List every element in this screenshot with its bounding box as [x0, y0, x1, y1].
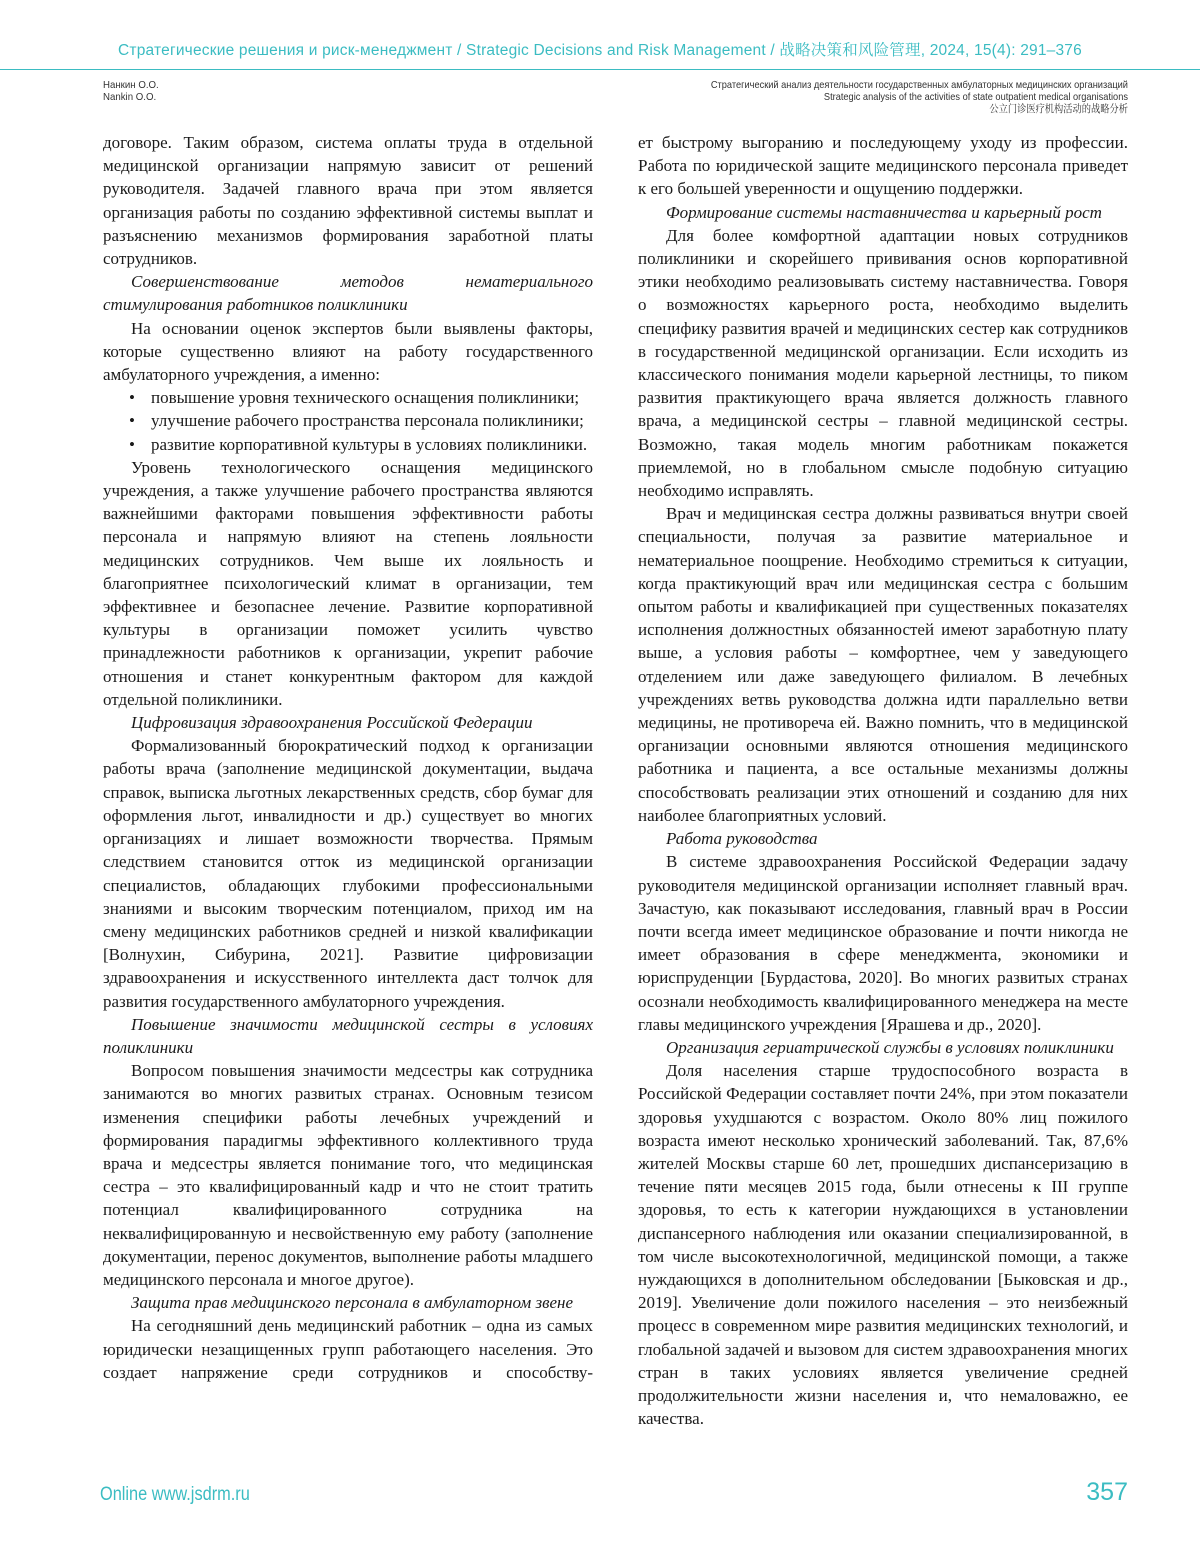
section-heading: Совершенствование методов нематериального стимулирования работников поликлиники — [103, 272, 593, 315]
paragraph: В системе здравоохранения Российской Федерации задачу руководителя медицинской организации исполняет главный врач. Зачастую, как показывают исследования, главный врач в России почти всегда имеет медицинское образование и почти никогда не имеет образования в сфере менеджмента, экономики и юриспруденции [Бурдастова, 2020]. Во многих развитых странах осознали необходимость квалифицированного менеджера на месте главы медицинского учреждения [Ярашева и др., 2020]. — [638, 852, 1128, 1034]
running-title-en: Strategic analysis of the activities of state outpatient medical organisations — [823, 91, 1128, 103]
paragraph: Формализованный бюрократический подход к организации работы врача (заполнение медицинской документации, выдача справок, выписка льготных лекарственных средств, сбор бумаг для оформления льгот, инвалидности и др.) существует во многих организациях и лишает возможности творчества. Прямым следствием становится отток из медицинской организации специалистов, обладающих глубокими профессиональными знаниями и высоким творческим потенциалом, приход им на смену медицинских работников средней и низкой квалификации [Волнухин, Сибурина, 2021]. Развитие цифровизации здравоохранения и искусственного интеллекта даст толчок для развития государственного амбулаторного учреждения. — [103, 736, 593, 1011]
header-rule — [0, 69, 1200, 70]
paragraph: Врач и медицинская сестра должны развиваться внутри своей специальности, получая за развитие материальное и нематериальное поощрение. Необходимо стремиться к ситуации, когда практикующий врач или медицинская сестра с большим опытом работы и квалификацией при существенных показателях исполнения должностных обязанностей имеют заработную плату выше, а условия работы – комфортнее, чем у заведующего отделением или даже заведующего филиалом. В лечебных учреждениях ветвь руководства должна идти параллельно ветви медицины, не противореча ей. Важно помнить, что в медицинской организации основными являются отношения медицинского работника и пациента, а все остальные механизмы должны способствовать реализации этих отношений и созданию для них наиболее благоприятных условий. — [638, 504, 1128, 825]
bullet-list — [103, 386, 593, 456]
journal-header: Стратегические решения и риск-менеджмент / Strategic Decisions and Risk Management / 战略决策和风险管理, 2024, 15(4): 291–376 — [118, 42, 1082, 59]
paragraph: На сегодняшний день медицинский работник – одна из самых юридически незащищенных групп работающего населения. Это создает напряжение среди сотрудников и способству- — [103, 1316, 593, 1382]
footer-website-link[interactable]: Online www.jsdrm.ru — [100, 1484, 250, 1505]
section-heading: Организация гериатрической службы в условиях поликлиники — [666, 1037, 1114, 1057]
paragraph: Для более комфортной адаптации новых сотрудников поликлиники и скорейшего прививания основ корпоративной этики необходимо реализовывать систему наставничества. Говоря о возможностях карьерного роста, необходимо выделить специфику развития врачей и медицинских сестер как сотрудников в государственной медицинской организации. Если исходить из классического понимания модели карьерной лестницы, то пиком развития практикующего врача является должность главного врача, а медицинской сестры – главной медицинской сестры. Возможно, такая модель многим работникам покажется приемлемой, но в глобальном смысле подобную ситуацию необходимо исправлять. — [638, 225, 1128, 501]
author-ru: Нанкин О.О. — [103, 79, 159, 91]
section-heading: Формирование системы наставничества и карьерный рост — [666, 202, 1102, 222]
bullet-item: • развитие корпоративной культуры в условиях поликлиники. — [103, 433, 593, 456]
running-title-zh: 公立门诊医疗机构活动的战略分析 — [989, 103, 1128, 115]
paragraph: Вопросом повышения значимости медсестры как сотрудника занимаются во многих развитых странах. Основным тезисом изменения специфики работы лечебных учреждений и формирования парадигмы эффективного коллективного труда врача и медсестры является понимание того, что медицинская сестра – это квалифицированный кадр и что не стоит тратить потенциал квалифицированного сотрудника на неквалифицированную и несвойственную ему работу (заполнение документации, перенос документов, выполнение работы младшего медицинского персонала и многое другое). — [103, 1061, 593, 1289]
page-number: 357 — [1086, 1478, 1128, 1506]
section-heading: Цифровизация здравоохранения Российской Федерации — [131, 713, 533, 733]
author-en: Nankin O.O. — [103, 91, 157, 103]
running-title — [654, 79, 1128, 115]
section-heading: Защита прав медицинского персонала в амбулаторном звене — [131, 1293, 574, 1313]
paragraph: Доля населения старше трудоспособного возраста в Российской Федерации составляет почти 24%, при этом показатели здоровья ухудшаются с возрастом. Около 80% лиц пожилого возраста имеют несколько хронический заболеваний. Так, 87,6% жителей Москвы старше 60 лет, прошедших диспансеризацию в течение пяти месяцев 2015 года, были отнесены к III группе здоровья, то есть к категории нуждающихся в установлении диспансерного наблюдения или оказании специализированной, в том числе высокотехнологичной, медицинской помощи, а также нуждающихся в дополнительном обследовании [Быковская и др., 2019]. Увеличение доли пожилого населения – это неизбежный процесс в современном мире развития медицинских технологий, и глобальной задачей и вызовом для систем здравоохранения многих стран в таких условиях является увеличение средней продолжительности жизни населения и, что немаловажно, ее качества. — [638, 1061, 1128, 1429]
running-title-ru: Стратегический анализ деятельности государственных амбулаторных медицинских организаций — [710, 79, 1128, 91]
paragraph: На основании оценок экспертов были выявлены факторы, которые существенно влияют на работу государственного амбулаторного учреждения, а именно: — [103, 318, 593, 385]
paragraph: ет быстрому выгоранию и последующему уходу из профессии. Работа по юридической защите медицинского персонала приведет к его большей уверенности и ощущению поддержки. — [638, 133, 1128, 199]
section-heading: Работа руководства — [666, 829, 818, 849]
bullet-item: • улучшение рабочего пространства персонала поликлиники; — [103, 409, 593, 432]
paragraph: Уровень технологического оснащения медицинского учреждения, а также улучшение рабочего пространства являются важнейшими факторами повышения эффективности работы персонала и напрямую влияют на степень лояльности медицинских сотрудников. Чем выше их лояльность и благоприятнее психологический климат в организации, тем эффективнее и безопаснее лечение. Развитие корпоративной культуры в организации поможет усилить чувство принадлежности работников к организации, укрепит рабочие отношения и станет конкурентным фактором для каждой отдельной поликлиники. — [103, 457, 593, 709]
right-column — [638, 131, 1128, 1430]
author-names — [103, 79, 159, 103]
paragraph: договоре. Таким образом, система оплаты труда в отдельной медицинской организации напрямую зависит от решений руководителя. Задачей главного врача при этом является организация работы по созданию эффективной системы выплат и разъяснению механизмов формирования заработной платы сотрудников. — [103, 133, 593, 269]
left-column — [103, 131, 593, 1384]
bullet-item: • повышение уровня технического оснащения поликлиники; — [103, 386, 593, 409]
section-heading: Повышение значимости медицинской сестры в условиях поликлиники — [103, 1014, 593, 1057]
